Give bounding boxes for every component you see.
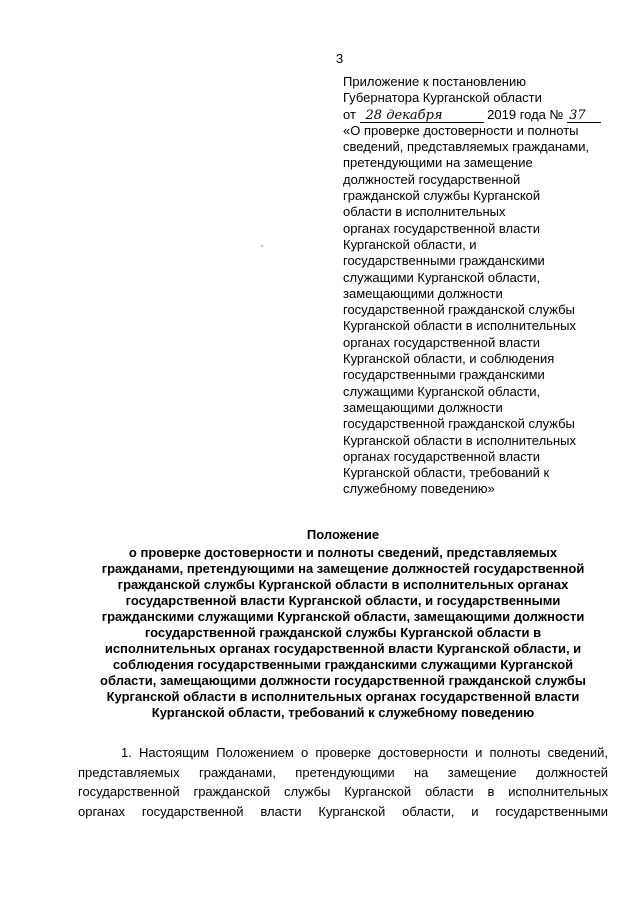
appendix-subject-line: замещающими должности (343, 285, 503, 301)
number-field (567, 109, 601, 123)
appendix-subject-line: претендующими на замещение (343, 155, 533, 171)
appendix-subject-line: государственными гражданскими (343, 253, 545, 269)
appendix-subject-line: Курганской области, требований к (343, 465, 550, 481)
date-field (360, 109, 484, 123)
body-line: органах государственной власти Курганской области, и государственными (78, 803, 608, 819)
handwritten-date: 28 декабря (365, 107, 443, 123)
body-line: 1. Настоящим Положением о проверке достоверности и полноты сведений, (121, 745, 608, 760)
title-line: гражданской службы Курганской области в исполнительных органах (117, 577, 569, 592)
appendix-subject-line: должностей государственной (343, 171, 521, 187)
scan-speck (261, 245, 263, 247)
appendix-subject-line: органах государственной власти (343, 448, 541, 464)
appendix-subject-line: органах государственной власти (343, 334, 541, 350)
appendix-subject-line: сведений, представляемых гражданами, (343, 139, 590, 155)
appendix-subject-line: Курганской области, и (343, 236, 477, 252)
body-line: государственной гражданской службы Курганской области в исполнительных (78, 784, 608, 799)
title-line: гражданскими служащими Курганской области, замещающими должности (101, 609, 585, 624)
handwritten-number: 37 (569, 107, 586, 123)
title-line: о проверке достоверности и полноты сведений, представляемых (128, 545, 558, 560)
appendix-subject-line: гражданской службы Курганской (343, 188, 541, 204)
appendix-subject-line: «О проверке достоверности и полноты (343, 122, 579, 138)
document-title (78, 527, 608, 721)
title-line: области, замещающими должности государственной гражданской службы (100, 673, 586, 688)
appendix-date-line (343, 107, 623, 123)
body-line: представляемых гражданами, претендующими на замещение должностей (78, 764, 608, 780)
appendix-header (343, 74, 623, 498)
appendix-subject-line: Курганской области в исполнительных (343, 318, 576, 334)
appendix-subject-line: области в исполнительных (343, 204, 506, 220)
appendix-subject-line: государственной гражданской службы (343, 416, 575, 432)
appendix-subject (343, 123, 623, 498)
appendix-line-2: Губернатора Курганской области (343, 90, 542, 106)
title-line: Курганской области, требований к служебному поведению (151, 705, 535, 720)
appendix-subject-line: служащими Курганской области, (343, 383, 541, 399)
appendix-subject-line: замещающими должности (343, 399, 503, 415)
title-line: государственной власти Курганской области, и государственными (125, 593, 561, 608)
body-paragraph (78, 743, 608, 821)
appendix-subject-line: государственными гражданскими (343, 367, 545, 383)
appendix-subject-line: органах государственной власти (343, 220, 541, 236)
date-prefix: от (343, 106, 356, 122)
title-heading: Положение (306, 527, 380, 542)
appendix-subject-line: Курганской области в исполнительных (343, 432, 576, 448)
title-line: государственной гражданской службы Курганской области в (144, 625, 542, 640)
title-line: исполнительных органах государственной власти Курганской области, и (104, 641, 582, 656)
appendix-subject-line: Курганской области, и соблюдения (343, 351, 555, 367)
year-text: 2019 года № (487, 106, 564, 122)
title-line: гражданами, претендующими на замещение должностей государственной (101, 561, 585, 576)
appendix-line-1: Приложение к постановлению (343, 74, 526, 89)
title-line: соблюдения государственными гражданскими служащими Курганской (112, 657, 574, 672)
appendix-subject-line: служащими Курганской области, (343, 269, 541, 285)
title-line: Курганской области в исполнительных органах государственной власти (106, 689, 580, 704)
page-number: 3 (336, 51, 344, 66)
appendix-subject-line: государственной гражданской службы (343, 302, 575, 318)
appendix-subject-line: служебному поведению» (343, 481, 495, 497)
title-subject (78, 545, 608, 721)
